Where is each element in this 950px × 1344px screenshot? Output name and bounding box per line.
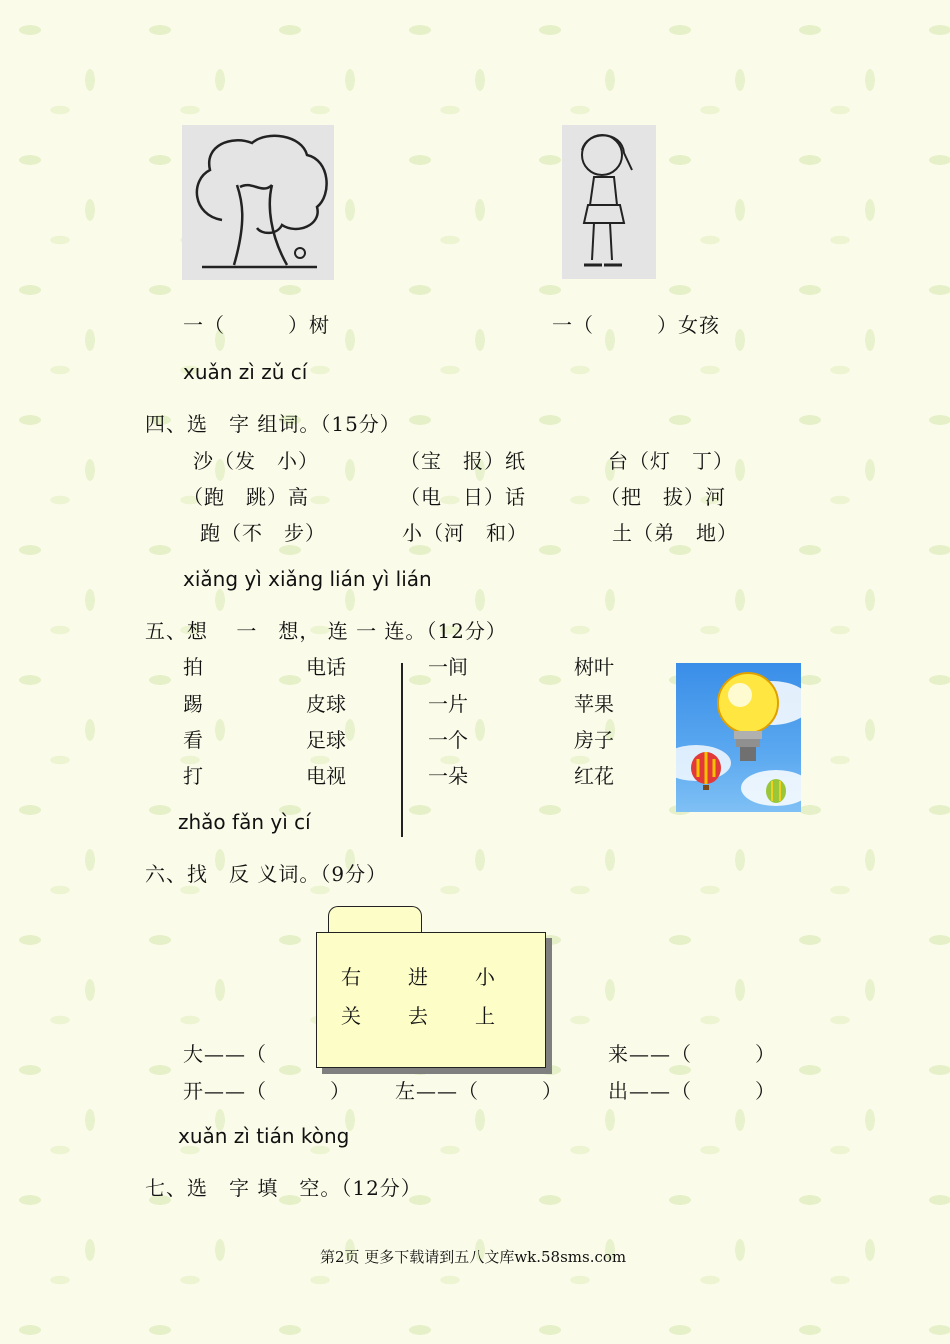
q5-divider-line	[401, 663, 403, 837]
q5-measure: 一朵	[428, 764, 468, 788]
box-char: 进	[408, 965, 428, 989]
q5-noun: 红花	[574, 764, 614, 788]
q6-pair-da: 大——（	[183, 1042, 267, 1066]
q4-item: （宝 报）纸	[400, 449, 526, 473]
q5-object: 足球	[306, 728, 346, 752]
tree-icon	[182, 125, 334, 280]
q5-verb: 踢	[183, 692, 203, 716]
q6-pair-kai: 开——（ ）	[183, 1079, 351, 1103]
girl-icon	[562, 125, 656, 279]
page-footer: 第2页 更多下载请到五八文库wk.58sms.com	[320, 1248, 627, 1266]
q6-pair-lai: 来——（ ）	[608, 1042, 776, 1066]
q6-pair-zuo: 左——（ ）	[395, 1079, 563, 1103]
box-char: 小	[475, 965, 495, 989]
lightbulb-balloons-icon	[676, 663, 801, 812]
q5-noun: 树叶	[574, 655, 614, 679]
q6-pair-chu: 出——（ ）	[608, 1079, 776, 1103]
q6-heading: 六、找 反 义词。（9分）	[145, 862, 388, 886]
q4-item: （电 日）话	[400, 485, 526, 509]
box-char: 去	[408, 1004, 428, 1028]
q7-heading: 七、选 字 填 空。（12分）	[145, 1176, 422, 1200]
q5-measure: 一间	[428, 655, 468, 679]
q5-measure: 一片	[428, 692, 468, 716]
q4-item: （跑 跳）高	[183, 485, 309, 509]
q5-object: 电话	[306, 655, 346, 679]
q5-object: 电视	[306, 764, 346, 788]
q5-object: 皮球	[306, 692, 346, 716]
q4-item: 小（河 和）	[402, 521, 528, 545]
q5-pinyin: xiǎng yì xiǎng lián yì lián	[183, 567, 432, 591]
q4-heading: 四、选 字 组词。（15分）	[145, 412, 401, 436]
q5-verb: 拍	[183, 655, 203, 679]
q5-noun: 苹果	[574, 692, 614, 716]
folder-tab	[328, 906, 422, 935]
girl-picture	[562, 125, 656, 279]
box-char: 上	[475, 1004, 495, 1028]
q3-line-tree: 一（ ）树	[183, 313, 330, 337]
q6-pinyin: zhǎo fǎn yì cí	[178, 810, 311, 834]
q4-item: 沙（发 小）	[193, 449, 319, 473]
q5-verb: 看	[183, 728, 203, 752]
q4-item: 跑（不 步）	[200, 521, 326, 545]
box-char: 关	[341, 1004, 361, 1028]
q5-noun: 房子	[574, 728, 614, 752]
q5-verb: 打	[183, 764, 203, 788]
q4-item: 台（灯 丁）	[608, 449, 734, 473]
q7-pinyin: xuǎn zì tián kòng	[178, 1124, 350, 1148]
q5-measure: 一个	[428, 728, 468, 752]
word-box	[316, 932, 546, 1068]
q4-pinyin: xuǎn zì zǔ cí	[183, 360, 308, 384]
box-char: 右	[341, 965, 361, 989]
q4-item: （把 拔）河	[600, 485, 726, 509]
bulb-picture	[676, 663, 801, 812]
q5-heading: 五、想 一 想， 连 一 连。（12分）	[145, 619, 507, 643]
q4-item: 土（弟 地）	[612, 521, 738, 545]
tree-picture	[182, 125, 334, 280]
q3-line-girl: 一（ ）女孩	[552, 313, 720, 337]
